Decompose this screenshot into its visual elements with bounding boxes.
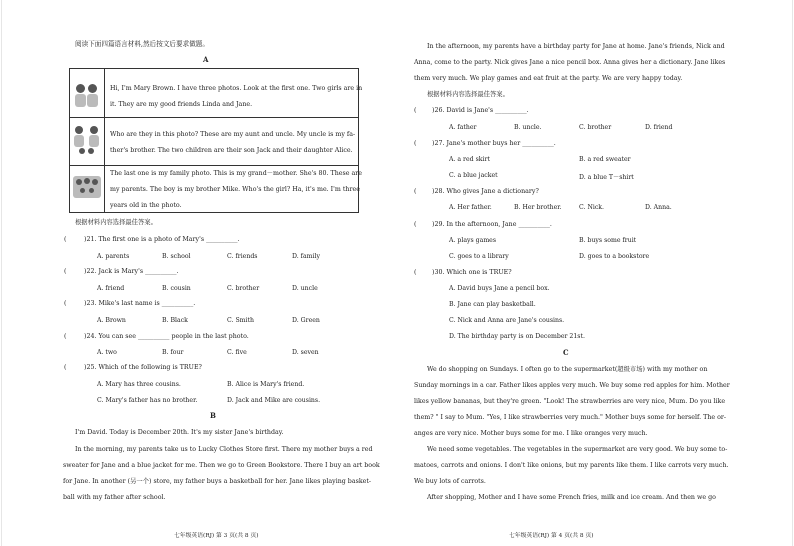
question-23: )23. Mike's last name is __________.: [84, 300, 196, 307]
section-c-heading: C: [563, 348, 569, 357]
option: B. Her brother.: [514, 204, 562, 211]
option: D. Green: [292, 317, 320, 324]
option: C. Mary's father has no brother.: [97, 397, 198, 404]
passage-a-row-2: [70, 117, 358, 166]
passage-b-line: for Jane. In another (另一个) store, my father buys a basketball for her. Jane likes playing basket-: [63, 478, 372, 485]
answer-paren: (: [414, 140, 417, 147]
section-a-heading: A: [203, 55, 209, 64]
question-28: )28. Who gives Jane a dictionary?: [432, 188, 539, 195]
intro-text: 阅读下面四篇语言材料,然后按文后要求做题。: [75, 40, 209, 48]
option: A. friend: [97, 285, 125, 292]
passage-c-line: We need some vegetables. The vegetables in the supermarket are very good. We buy some to-: [427, 446, 728, 453]
question-25: )25. Which of the following is TRUE?: [84, 364, 202, 371]
page-footer: 七年级英语(RJ) 第 4 页(共 8 页): [509, 533, 594, 539]
option: A. parents: [97, 253, 130, 260]
option: B. Black: [162, 317, 188, 324]
option: A. plays games: [449, 237, 497, 244]
option: B. Alice is Mary's friend.: [227, 381, 305, 388]
option: A. father: [449, 124, 477, 131]
question-26: )26. David is Jane's __________.: [432, 107, 529, 114]
choose-instruction: 根据材料内容选择最佳答案。: [427, 91, 509, 98]
answer-paren: (: [414, 107, 417, 114]
option: A. Brown: [97, 317, 126, 324]
option: D. uncle: [292, 285, 318, 292]
question-30: )30. Which one is TRUE?: [432, 269, 512, 276]
question-27: )27. Jane's mother buys her __________.: [432, 140, 556, 147]
passage-b-line: ball with my father after school.: [63, 494, 166, 501]
option: D. Anna.: [645, 204, 672, 211]
photo-aunt-uncle-icon: [70, 118, 105, 166]
option: B. Jane can play basketball.: [449, 301, 536, 308]
option: C. goes to a library: [449, 253, 509, 260]
scan-edge: [1, 0, 2, 546]
option: D. The birthday party is on December 21st.: [449, 333, 585, 340]
option: D. goes to a bookstore: [579, 253, 650, 260]
answer-paren: (: [414, 269, 417, 276]
option: A. Mary has three cousins.: [97, 381, 181, 388]
passage-a-line: Who are they in this photo? These are my aunt and uncle. My uncle is my fa-: [110, 131, 356, 138]
option: B. buys some fruit: [579, 237, 637, 244]
answer-paren: (: [64, 268, 67, 275]
passage-a-row-3: [70, 165, 362, 213]
option: A. David buys Jane a pencil box.: [449, 285, 550, 292]
right-page: [397, 0, 794, 546]
page-footer: 七年级英语(RJ) 第 3 页(共 8 页): [174, 533, 259, 539]
question-21: )21. The first one is a photo of Mary's __________.: [84, 236, 240, 243]
option: A. Her father.: [449, 204, 492, 211]
section-b-heading: B: [210, 411, 216, 420]
passage-a-line: Hi, I'm Mary Brown. I have three photos. Look at the first one. Two girls are in: [110, 85, 363, 92]
option: C. Smith: [227, 317, 255, 324]
question-24: )24. You can see __________ people in the last photo.: [84, 333, 249, 340]
photo-friends-icon: [70, 69, 105, 117]
passage-c-line: We buy lots of carrots.: [414, 478, 486, 485]
option: D. Jack and Mike are cousins.: [227, 397, 321, 404]
option: B. uncle.: [514, 124, 542, 131]
option: A. a red skirt: [449, 156, 490, 163]
passage-a-line: years old in the photo.: [110, 202, 182, 209]
option: C. brother: [579, 124, 612, 131]
option: D. seven: [292, 349, 319, 356]
answer-paren: (: [64, 333, 67, 340]
passage-c-line: Sunday mornings in a car. Father likes apples very much. We buy some red apples for him. Mother: [414, 382, 730, 389]
passage-a-line: it. They are my good friends Linda and Jane.: [110, 101, 253, 108]
passage-c-line: After shopping, Mother and I have some French fries, milk and ice cream. And then we go: [427, 494, 716, 501]
passage-b-line: In the morning, my parents take us to Lucky Clothes Store first. There my mother buys a red: [75, 446, 373, 453]
photo-family-icon: [70, 166, 105, 213]
passage-b-line: In the afternoon, my parents have a birthday party for Jane at home. Jane's friends, Nick and: [427, 43, 725, 50]
passage-a-line: The last one is my family photo. This is my grand－mother. She's 80. These are: [110, 170, 362, 177]
option: B. school: [162, 253, 191, 260]
option: D. a blue T－shirt: [579, 174, 634, 181]
option: C. brother: [227, 285, 260, 292]
option: B. a red sweater: [579, 156, 631, 163]
option: C. friends: [227, 253, 258, 260]
option: D. friend: [645, 124, 673, 131]
passage-b-line: I'm David. Today is December 20th. It's my sister Jane's birthday.: [75, 429, 284, 436]
option: C. Nick and Anna are Jane's cousins.: [449, 317, 565, 324]
option: C. a blue jacket: [449, 172, 498, 179]
answer-paren: (: [64, 236, 67, 243]
passage-a-row-1: [70, 69, 363, 117]
passage-b-line: sweater for Jane and a blue jacket for me. Then we go to Green Bookstore. There I buy an art book: [63, 462, 380, 469]
passage-b-line: Anna, come to the party. Nick gives Jane a nice pencil box. Anna gives her a dictionary. Jane likes: [414, 59, 726, 66]
passage-a-line: ther's brother. The two children are their son Jack and their daughter Alice.: [110, 147, 353, 154]
passage-c-line: We do shopping on Sundays. I often go to the supermarket(超级市场) with my mother on: [427, 366, 708, 373]
passage-a-line: my parents. The boy is my brother Mike. Who's the girl? Ha, it's me. I'm three: [110, 186, 360, 193]
passage-c-line: matoes, carrots and onions. I don't like onions, but my parents like them. I like carrots very much.: [414, 462, 729, 469]
passage-c-line: likes yellow bananas, but they're green. "Look! The strawberries are very nice, Mum. Do you like: [414, 398, 726, 405]
passage-b-line: them very much. We play games and eat fruit at the party. We are very happy today.: [414, 75, 683, 82]
option: B. cousin: [162, 285, 191, 292]
answer-paren: (: [414, 188, 417, 195]
passage-a-table: [69, 68, 363, 213]
choose-instruction: 根据材料内容选择最佳答案。: [75, 219, 157, 226]
option: C. Nick.: [579, 204, 605, 211]
option: A. two: [97, 349, 117, 356]
option: D. family: [292, 253, 320, 260]
question-29: )29. In the afternoon, Jane __________.: [432, 221, 552, 228]
question-22: )22. Jack is Mary's __________.: [84, 268, 179, 275]
option: B. four: [162, 349, 184, 356]
answer-paren: (: [414, 221, 417, 228]
answer-paren: (: [64, 300, 67, 307]
scan-edge: [792, 0, 793, 546]
answer-paren: (: [64, 364, 67, 371]
passage-c-line: them? " I say to Mum. "Yes, I like strawberries very much." Mother buys some for herself. The or-: [414, 414, 727, 421]
option: C. five: [227, 349, 247, 356]
passage-c-line: anges are very nice. Mother buys some for me. I like oranges very much.: [414, 430, 648, 437]
